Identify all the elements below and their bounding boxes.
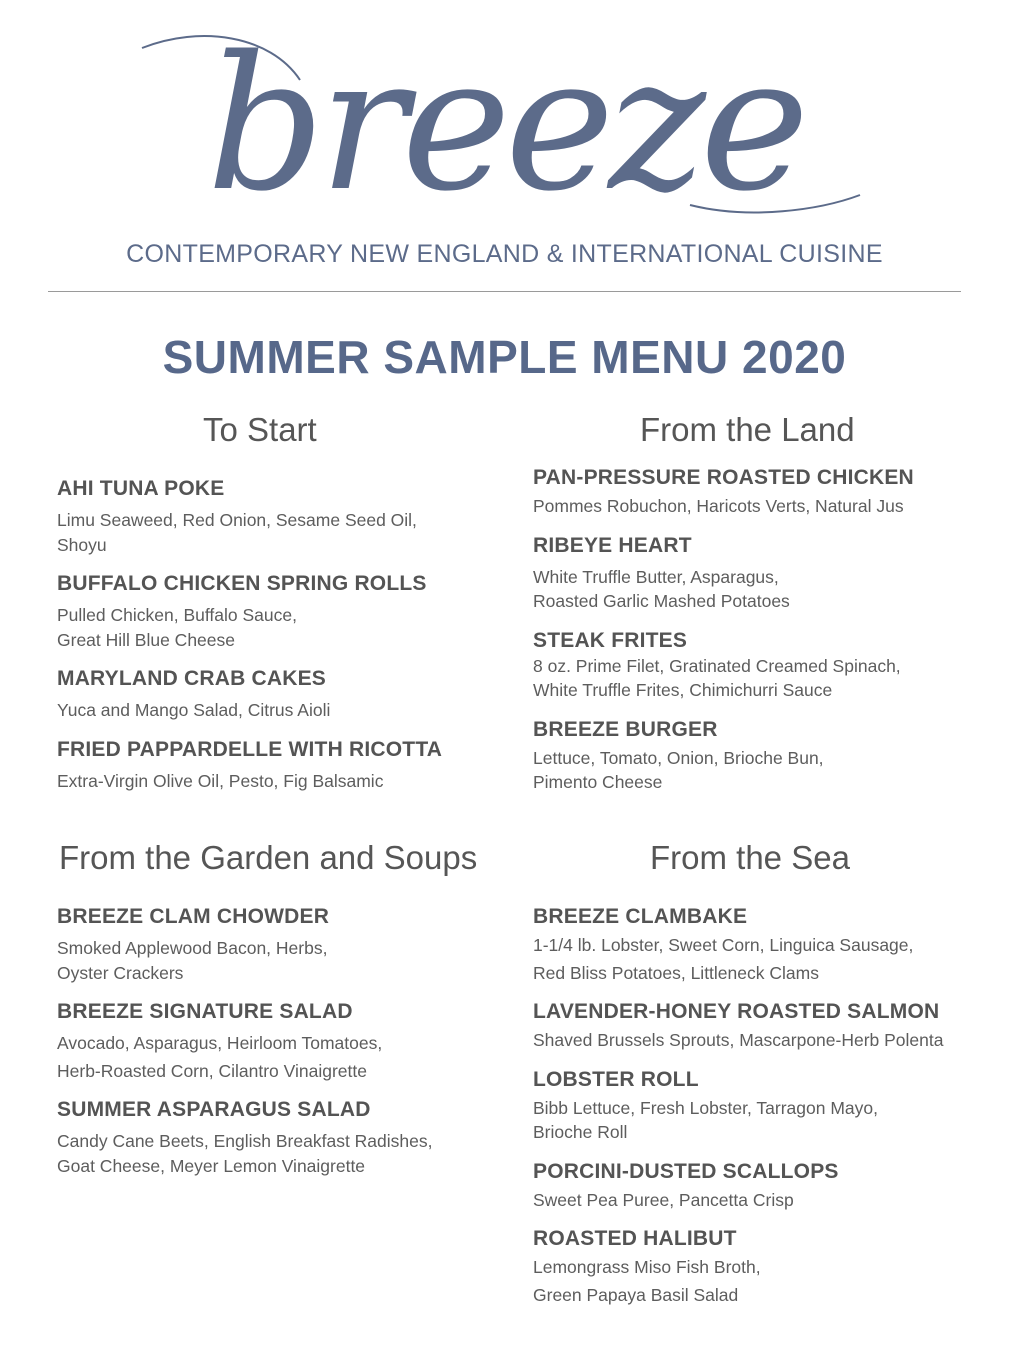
dish-name: BUFFALO CHICKEN SPRING ROLLS <box>57 572 427 595</box>
dish-description-line: Herb-Roasted Corn, Cilantro Vinaigrette <box>57 1060 367 1081</box>
dish <box>533 999 983 1053</box>
section-from-the-garden-and-soups <box>57 838 507 1178</box>
dish <box>57 1097 507 1178</box>
dish <box>533 628 983 703</box>
dish-description-line: Pommes Robuchon, Haricots Verts, Natural Jus <box>533 496 904 516</box>
dish-name: SUMMER ASPARAGUS SALAD <box>57 1098 371 1121</box>
dish-name: BREEZE CLAM CHOWDER <box>57 905 330 928</box>
section-heading: To Start <box>203 411 317 448</box>
dish-name: LOBSTER ROLL <box>533 1067 699 1091</box>
dish <box>533 904 983 985</box>
dish-name: BREEZE CLAMBAKE <box>533 905 748 928</box>
dish-description-line: Shaved Brussels Sprouts, Mascarpone-Herb Polenta <box>533 1030 944 1050</box>
dish-description-line: Smoked Applewood Bacon, Herbs, <box>57 938 328 958</box>
section-heading: From the Land <box>640 411 855 448</box>
dish <box>533 533 983 614</box>
dish <box>533 717 983 795</box>
breeze-logo <box>130 20 880 235</box>
dish <box>533 465 983 519</box>
section-from-the-sea <box>533 838 983 1307</box>
dish-description-line: Extra-Virgin Olive Oil, Pesto, Fig Balsamic <box>57 770 384 791</box>
dish-description-line: Oyster Crackers <box>57 962 184 983</box>
dish-description-line: Shoyu <box>57 534 107 555</box>
dish <box>57 666 497 723</box>
dish-name: MARYLAND CRAB CAKES <box>57 667 327 690</box>
section-heading: From the Sea <box>650 839 850 876</box>
dish-description-line: Lettuce, Tomato, Onion, Brioche Bun, <box>533 747 824 768</box>
section-from-the-land <box>533 410 983 795</box>
divider <box>48 291 961 292</box>
dish-description-line: Yuca and Mango Salad, Citrus Aioli <box>57 700 331 720</box>
dish-name: LAVENDER-HONEY ROASTED SALMON <box>533 1000 940 1023</box>
section-to-start <box>57 410 497 793</box>
section-heading: From the Garden and Soups <box>59 839 478 876</box>
dish-name: PAN-PRESSURE ROASTED CHICKEN <box>533 466 914 489</box>
dish <box>57 904 507 985</box>
dish-description-line: 8 oz. Prime Filet, Gratinated Creamed Spinach, <box>533 655 901 676</box>
dish-name: PORCINI-DUSTED SCALLOPS <box>533 1159 839 1183</box>
dish-description-line: Red Bliss Potatoes, Littleneck Clams <box>533 962 819 983</box>
dish-description-line: 1-1/4 lb. Lobster, Sweet Corn, Linguica Sausage, <box>533 935 914 955</box>
dish-name: BREEZE SIGNATURE SALAD <box>57 1000 353 1023</box>
dish-description-line: Pulled Chicken, Buffalo Sauce, <box>57 605 297 625</box>
tagline: CONTEMPORARY NEW ENGLAND & INTERNATIONAL CUISINE <box>126 240 883 268</box>
dish-description-line: Bibb Lettuce, Fresh Lobster, Tarragon Mayo, <box>533 1097 879 1118</box>
dish <box>533 1067 983 1145</box>
dish-description-line: Green Papaya Basil Salad <box>533 1284 739 1305</box>
dish-description-line: Roasted Garlic Mashed Potatoes <box>533 591 790 611</box>
svg-text:breeze: breeze <box>206 20 804 232</box>
dish <box>57 571 497 652</box>
dish-description-line: Lemongrass Miso Fish Broth, <box>533 1257 761 1277</box>
dish-description-line: Avocado, Asparagus, Heirloom Tomatoes, <box>57 1033 383 1053</box>
dish-name: FRIED PAPPARDELLE WITH RICOTTA <box>57 737 443 761</box>
dish-description-line: Brioche Roll <box>533 1122 628 1142</box>
dish-name: BREEZE BURGER <box>533 717 718 741</box>
dish-description-line: Candy Cane Beets, English Breakfast Radishes, <box>57 1131 433 1151</box>
dish-description-line: Great Hill Blue Cheese <box>57 629 235 650</box>
dish <box>57 476 497 557</box>
dish-name: ROASTED HALIBUT <box>533 1227 737 1250</box>
dish-description-line: White Truffle Frites, Chimichurri Sauce <box>533 680 833 700</box>
dish <box>533 1159 983 1213</box>
dish-description-line: Goat Cheese, Meyer Lemon Vinaigrette <box>57 1155 366 1176</box>
dish-description-line: Sweet Pea Puree, Pancetta Crisp <box>533 1189 794 1210</box>
dish <box>57 737 497 794</box>
dish-description-line: Limu Seaweed, Red Onion, Sesame Seed Oil, <box>57 510 417 530</box>
dish-name: STEAK FRITES <box>533 628 688 652</box>
dish-description-line: White Truffle Butter, Asparagus, <box>533 566 779 587</box>
dish <box>57 999 507 1083</box>
menu-title: SUMMER SAMPLE MENU 2020 <box>162 331 847 383</box>
dish-name: RIBEYE HEART <box>533 533 692 557</box>
dish-description-line: Pimento Cheese <box>533 772 663 792</box>
dish-name: AHI TUNA POKE <box>57 477 225 500</box>
dish <box>533 1226 983 1307</box>
